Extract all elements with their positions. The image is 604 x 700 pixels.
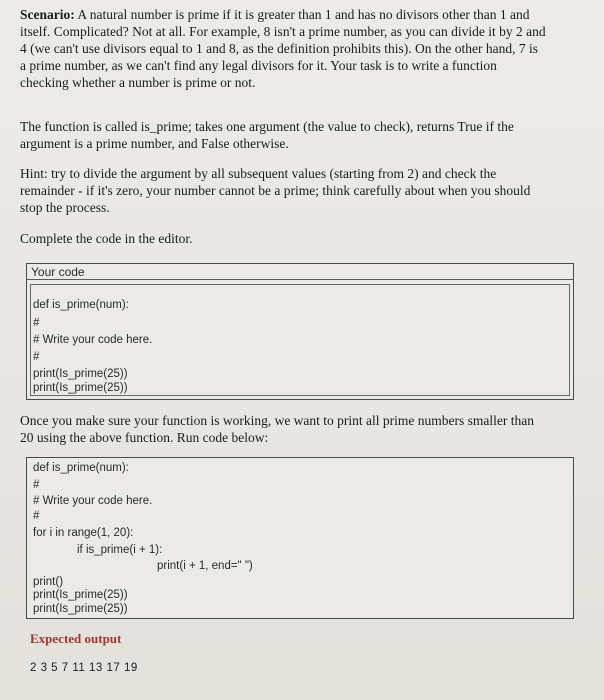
scenario-line-2: itself. Complicated? Not at all. For example, 8 isn't a prime number, as you can divide it by 2 and bbox=[20, 24, 546, 39]
scenario-line-5: checking whether a number is prime or not. bbox=[20, 75, 256, 90]
code-line: if is_prime(i + 1): bbox=[77, 544, 163, 556]
expected-output-label: Expected output bbox=[30, 631, 122, 646]
after-line-2: 20 using the above function. Run code below: bbox=[20, 430, 269, 445]
complete-instruction: Complete the code in the editor. bbox=[20, 231, 193, 246]
expected-output-value: 2 3 5 7 11 13 17 19 bbox=[30, 662, 138, 674]
code-line: def is_prime(num): bbox=[33, 462, 129, 474]
code-line: print(i + 1, end=" ") bbox=[157, 560, 253, 572]
after-paragraph bbox=[20, 412, 590, 446]
hint-line-3: stop the process. bbox=[20, 200, 110, 215]
code-line: def is_prime(num): bbox=[33, 299, 129, 311]
code-line: # Write your code here. bbox=[33, 334, 153, 346]
code-line: for i in range(1, 20): bbox=[33, 527, 134, 539]
code-line: print(Is_prime(25)) bbox=[33, 382, 128, 394]
scenario-line-4: a prime number, as we can't find any legal divisors for it. Your task is to write a function bbox=[20, 58, 497, 73]
editor-1-code-area[interactable] bbox=[30, 284, 570, 396]
code-editor-1[interactable] bbox=[26, 263, 574, 400]
hint-line-1: Hint: try to divide the argument by all subsequent values (starting from 2) and check the bbox=[20, 166, 497, 181]
function-desc-line-1: The function is called is_prime; takes one argument (the value to check), returns True if the bbox=[20, 119, 514, 134]
function-desc-line-2: argument is a prime number, and False otherwise. bbox=[20, 136, 289, 151]
scenario-paragraph bbox=[20, 6, 590, 91]
code-line: # bbox=[33, 479, 40, 491]
code-line: # bbox=[33, 510, 40, 522]
code-line: # bbox=[33, 317, 40, 329]
hint-line-2: remainder - if it's zero, your number cannot be a prime; think carefully about when you should bbox=[20, 183, 531, 198]
scenario-label: Scenario: bbox=[20, 7, 75, 22]
code-line: print() bbox=[33, 576, 64, 588]
scenario-line-3: 4 (we can't use divisors equal to 1 and 8, as the definition prohibits this). On the other hand, 7 is bbox=[20, 41, 538, 56]
code-line: print(Is_prime(25)) bbox=[33, 368, 128, 380]
hint-paragraph bbox=[20, 165, 590, 216]
scenario-line-1: A natural number is prime if it is greater than 1 and has no divisors other than 1 and bbox=[77, 7, 530, 22]
code-line: # bbox=[33, 351, 40, 363]
editor-label: Your code bbox=[27, 264, 573, 280]
code-editor-2[interactable] bbox=[26, 457, 574, 619]
code-line: print(Is_prime(25)) bbox=[33, 603, 128, 615]
code-line: # Write your code here. bbox=[33, 495, 153, 507]
code-line: print(Is_prime(25)) bbox=[33, 589, 128, 601]
function-description bbox=[20, 118, 590, 152]
after-line-1: Once you make sure your function is working, we want to print all prime numbers smaller than bbox=[20, 413, 535, 428]
